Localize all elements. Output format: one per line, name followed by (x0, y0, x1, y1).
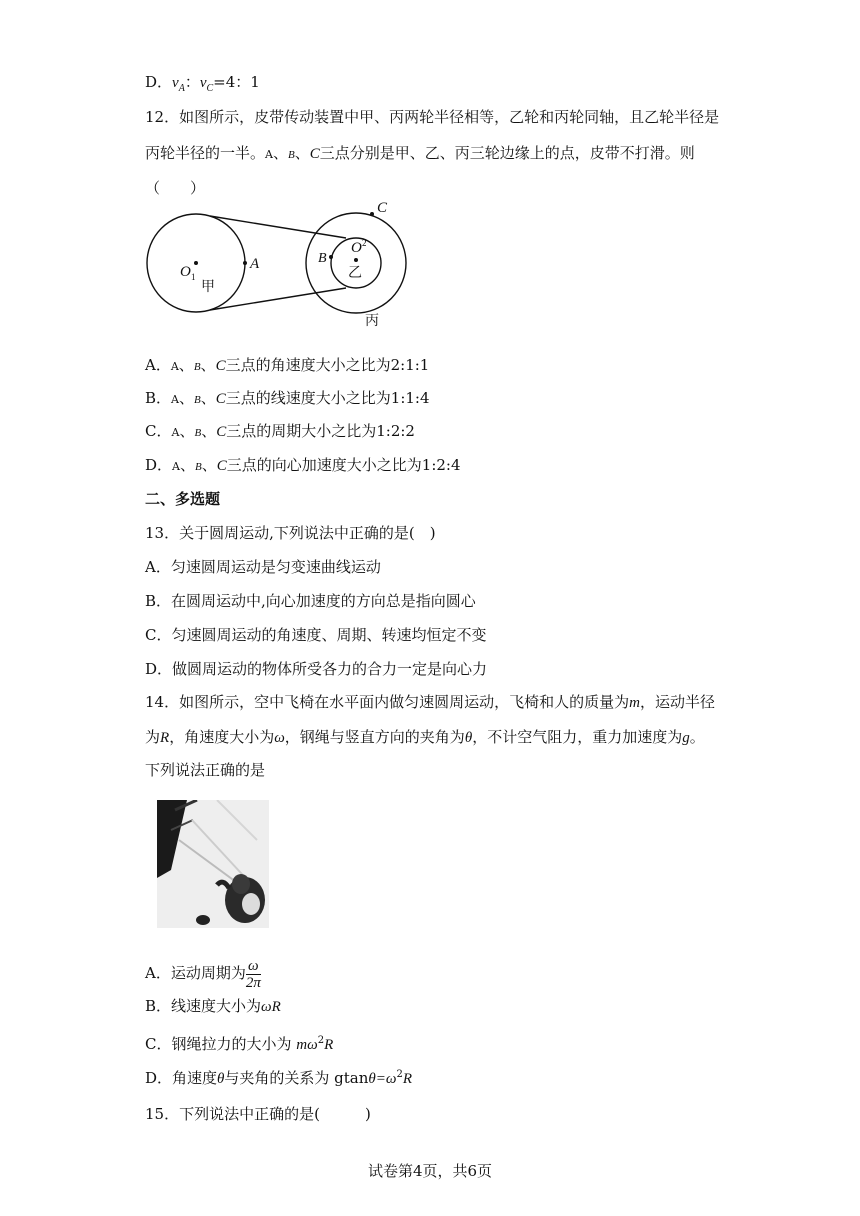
point-a: A (172, 460, 180, 473)
ratio-value: 1:1:4 (390, 389, 430, 407)
radius-symbol: R (160, 730, 170, 746)
swing-ride-photo (157, 800, 269, 928)
option-text: D．角速度 (145, 1069, 218, 1087)
label-wheel-yi: 乙 (348, 265, 362, 281)
velocity-symbol: v (199, 75, 207, 91)
point-c: C (216, 458, 227, 474)
option-text: B．线速度大小为 (145, 997, 262, 1015)
subscript: C (206, 83, 214, 94)
stem-text: 丙轮半径的一半。 (145, 144, 266, 162)
point-c: C (216, 424, 227, 440)
option-prefix: D． (145, 456, 173, 474)
point-b: B (195, 461, 202, 473)
separator: 、 (201, 456, 217, 474)
separator: 、 (200, 389, 216, 407)
label-c: C (377, 200, 388, 216)
option-text: 三点的线速度大小之比为 (225, 389, 391, 407)
stem-text: ，角速度大小为 (169, 728, 275, 746)
point-c: C (215, 358, 226, 374)
theta-symbol: θ (217, 1071, 225, 1087)
omega-symbol: ω (274, 730, 285, 746)
q14-option-d (145, 1065, 412, 1089)
label-o2: O (351, 240, 362, 256)
point-a: A (170, 360, 179, 373)
label-o1: O (180, 264, 191, 280)
subscript: A (178, 83, 185, 94)
option-prefix: A． (145, 356, 171, 374)
q14-option-b (145, 996, 281, 1017)
formula: ωR (261, 999, 281, 1015)
q12-option-a (145, 355, 429, 377)
option-prefix: C． (145, 422, 172, 440)
radius-symbol: R (402, 1071, 413, 1087)
q12-stem-line2 (145, 143, 695, 165)
belt-drive-diagram (140, 200, 420, 330)
separator: 、 (201, 422, 217, 440)
q13-option-a: A．匀速圆周运动是匀变速曲线运动 (145, 558, 381, 576)
stem-text: 为 (145, 728, 161, 746)
label-a: A (250, 256, 260, 272)
option-text: 三点的向心加速度大小之比为 (226, 456, 422, 474)
q14-option-c (145, 1031, 333, 1055)
point-a: A (171, 393, 179, 406)
label-wheel-jia: 甲 (201, 279, 215, 295)
option-text: C．钢绳拉力的大小为 (145, 1035, 297, 1053)
ratio-value: =4：1 (213, 73, 260, 91)
q12-option-d (145, 455, 461, 477)
q13-option-d: D．做圆周运动的物体所受各力的合力一定是向心力 (145, 660, 488, 678)
fraction-denominator: 2π (245, 974, 261, 991)
option-prefix: D． (145, 73, 173, 91)
separator: 、 (178, 356, 194, 374)
fraction-numerator: ω (246, 958, 261, 975)
separator: 、 (179, 422, 195, 440)
mass-symbol: m (629, 695, 640, 711)
separator: 、 (200, 356, 216, 374)
q12-stem-line1: 12．如图所示，皮带传动装置中甲、丙两轮半径相等，乙轮和丙轮同轴，且乙轮半径是 (145, 108, 720, 126)
separator: 、 (178, 389, 194, 407)
q12-answer-paren: （ ） (145, 179, 206, 197)
label-o2-sub: 2 (362, 238, 367, 248)
option-prefix: B． (145, 389, 172, 407)
label-wheel-bing: 丙 (365, 313, 379, 329)
label-o1-sub: 1 (191, 272, 196, 282)
stem-text: ，不计空气阻力，重力加速度为 (472, 728, 683, 746)
q11-option-d (145, 72, 260, 99)
option-text: A．运动周期为 (145, 964, 246, 982)
point-a: A (171, 426, 180, 439)
section-heading-multiple-choice: 二、多选题 (145, 490, 221, 508)
q12-option-b (145, 388, 430, 410)
ratio-value: 1:2:4 (421, 456, 461, 474)
point-b: B (194, 394, 201, 406)
q13-option-b: B．在圆周运动中,向心加速度的方向总是指向圆心 (145, 592, 476, 610)
q14-stem-line3: 下列说法正确的是 (145, 761, 266, 779)
formula: mω (296, 1037, 318, 1053)
option-text: 三点的角速度大小之比为 (225, 356, 391, 374)
stem-text: ，钢绳与竖直方向的夹角为 (284, 728, 465, 746)
swing-ride-illustration (157, 800, 269, 928)
option-text: 三点的周期大小之比为 (226, 422, 377, 440)
velocity-symbol: v (172, 75, 179, 91)
q14-option-a (145, 955, 261, 991)
separator: 、 (179, 456, 195, 474)
theta-symbol: θ (368, 1071, 376, 1087)
gravity-symbol: g (682, 730, 690, 746)
superscript: 2 (317, 1035, 325, 1046)
point-b: B (287, 149, 295, 161)
period-fraction (246, 958, 261, 991)
separator: 、 (272, 144, 288, 162)
q12-option-c (145, 421, 415, 443)
page-footer: 试卷第4页，共6页 (367, 1162, 493, 1180)
separator: ： (184, 73, 200, 91)
radius-symbol: R (324, 1037, 334, 1053)
point-b: B (194, 427, 202, 439)
q14-stem-line2 (145, 727, 705, 748)
stem-text: 三点分别是甲、乙、丙三轮边缘上的点，皮带不打滑。则 (319, 144, 695, 162)
point-c: C (215, 391, 226, 407)
label-b: B (318, 251, 327, 266)
point-c: C (309, 146, 320, 162)
separator: 、 (294, 144, 310, 162)
stem-text: 。 (689, 728, 705, 746)
q14-stem-line1 (145, 692, 715, 713)
stem-text: 14．如图所示，空中飞椅在水平面内做匀速圆周运动，飞椅和人的质量为 (145, 693, 630, 711)
ratio-value: 1:2:2 (376, 422, 415, 440)
q15-stem: 15．下列说法中正确的是( ) (145, 1105, 371, 1123)
q13-option-c: C．匀速圆周运动的角速度、周期、转速均恒定不变 (145, 626, 487, 644)
superscript: 2 (396, 1069, 403, 1080)
point-b: B (193, 361, 201, 373)
ratio-value: 2:1:1 (390, 356, 430, 374)
stem-text: ，运动半径 (639, 693, 715, 711)
theta-symbol: θ (464, 730, 473, 746)
formula: =ω (375, 1071, 397, 1087)
point-a: A (265, 148, 273, 161)
option-text: 与夹角的关系为 gtan (224, 1069, 369, 1087)
q13-stem: 13．关于圆周运动,下列说法中正确的是( ) (145, 524, 436, 542)
